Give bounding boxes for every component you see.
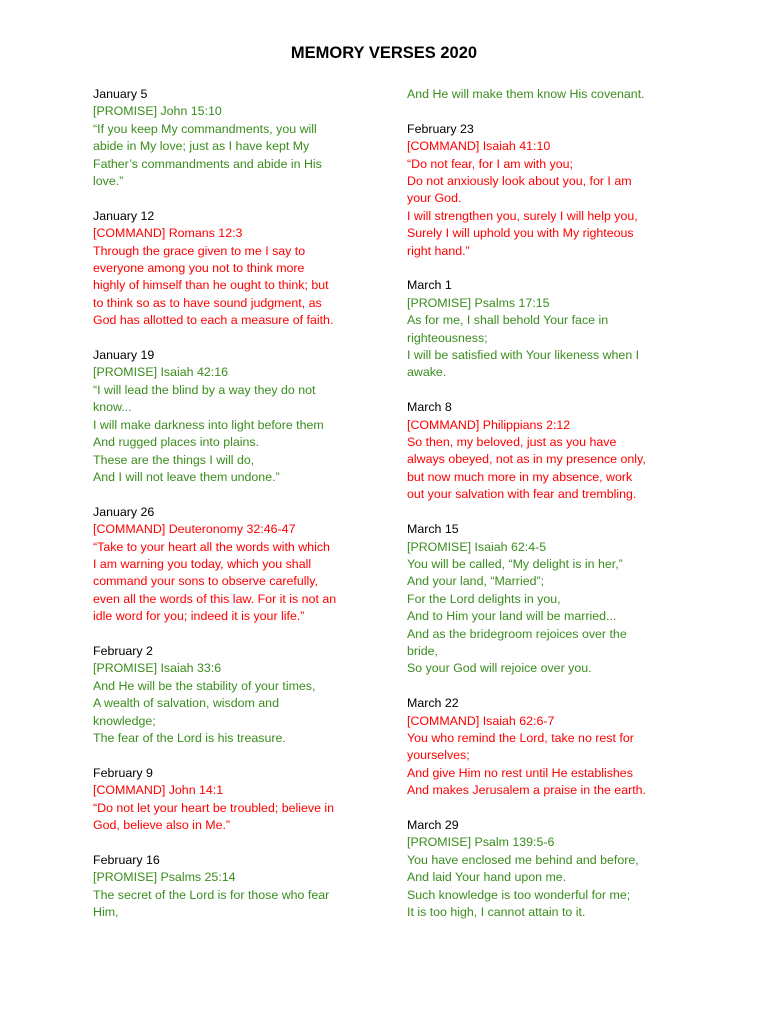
verse-text bbox=[93, 800, 373, 835]
verse-text bbox=[93, 243, 373, 330]
verse-reference: [PROMISE] Isaiah 42:16 bbox=[93, 365, 228, 380]
verse-line: And give Him no rest until He establishes bbox=[407, 765, 633, 780]
verse-text bbox=[93, 121, 373, 191]
verse-entry bbox=[93, 504, 373, 626]
verse-line: Such knowledge is too wonderful for me; bbox=[407, 887, 631, 902]
verse-line: And as the bridegroom rejoices over the bbox=[407, 626, 627, 641]
verse-line: For the Lord delights in you, bbox=[407, 591, 561, 606]
verse-line: A wealth of salvation, wisdom and bbox=[93, 696, 279, 711]
verse-line: These are the things I will do, bbox=[93, 452, 255, 467]
verse-line: I will strengthen you, surely I will help you, bbox=[407, 208, 638, 223]
verse-entry bbox=[407, 277, 687, 381]
verse-line: And rugged places into plains. bbox=[93, 435, 260, 450]
verse-reference: [PROMISE] Isaiah 33:6 bbox=[93, 661, 222, 676]
verse-date: March 29 bbox=[407, 817, 459, 832]
verse-entry bbox=[93, 347, 373, 486]
verse-reference: [PROMISE] Isaiah 62:4-5 bbox=[407, 539, 547, 554]
verse-date: February 23 bbox=[407, 121, 474, 136]
verse-line: even all the words of this law. For it is not an bbox=[93, 591, 337, 606]
verse-text bbox=[93, 678, 373, 748]
verse-line: righteousness; bbox=[407, 330, 488, 345]
verse-line: And He will make them know His covenant. bbox=[407, 87, 645, 101]
verse-reference: [PROMISE] Psalms 25:14 bbox=[93, 870, 236, 885]
verse-line: knowledge; bbox=[93, 713, 156, 728]
verse-line: “I will lead the blind by a way they do not bbox=[93, 382, 316, 397]
verse-line: You have enclosed me behind and before, bbox=[407, 852, 639, 867]
verse-line: right hand.” bbox=[407, 243, 470, 258]
verse-line: So then, my beloved, just as you have bbox=[407, 435, 617, 450]
verse-line: As for me, I shall behold Your face in bbox=[407, 313, 609, 328]
verse-entry bbox=[407, 121, 687, 260]
verse-entry bbox=[407, 521, 687, 678]
verse-entry bbox=[407, 817, 687, 921]
verse-line: Through the grace given to me I say to bbox=[93, 243, 306, 258]
verse-line: awake. bbox=[407, 365, 447, 380]
verse-line: your God. bbox=[407, 191, 462, 206]
right-column bbox=[407, 86, 687, 939]
verse-line: You will be called, “My delight is in her,” bbox=[407, 556, 623, 571]
verse-line: Surely I will uphold you with My righteous bbox=[407, 226, 634, 241]
verse-line: everyone among you not to think more bbox=[93, 261, 305, 276]
verse-line: The fear of the Lord is his treasure. bbox=[93, 730, 286, 745]
verse-line: It is too high, I cannot attain to it. bbox=[407, 905, 586, 919]
verse-line: And He will be the stability of your times, bbox=[93, 678, 316, 693]
verse-line: to think so as to have sound judgment, as bbox=[93, 295, 322, 310]
verse-line: “Do not let your heart be troubled; believe in bbox=[93, 800, 335, 815]
verse-reference: [PROMISE] Psalm 139:5-6 bbox=[407, 835, 555, 850]
verse-reference: [COMMAND] Isaiah 62:6-7 bbox=[407, 713, 555, 728]
verse-text bbox=[407, 730, 687, 800]
verse-reference: [COMMAND] Isaiah 41:10 bbox=[407, 139, 551, 154]
verse-date: March 22 bbox=[407, 696, 459, 711]
verse-line: abide in My love; just as I have kept My bbox=[93, 139, 310, 154]
verse-date: January 12 bbox=[93, 208, 155, 223]
verse-line: You who remind the Lord, take no rest for bbox=[407, 730, 634, 745]
verse-entry bbox=[407, 399, 687, 503]
verse-line: Do not anxiously look about you, for I am bbox=[407, 174, 632, 189]
verse-date: January 19 bbox=[93, 348, 155, 363]
verse-entry bbox=[407, 86, 687, 103]
verse-text bbox=[93, 539, 373, 626]
verse-line: I am warning you today, which you shall bbox=[93, 556, 312, 571]
verse-line: yourselves; bbox=[407, 748, 470, 763]
verse-line: And laid Your hand upon me. bbox=[407, 870, 567, 885]
verse-line: idle word for you; indeed it is your life.” bbox=[93, 609, 305, 624]
verse-line: God has allotted to each a measure of faith. bbox=[93, 313, 334, 328]
verse-text bbox=[407, 434, 687, 504]
verse-line: always obeyed, not as in my presence only, bbox=[407, 452, 646, 467]
left-column bbox=[93, 86, 373, 939]
verse-entry bbox=[93, 765, 373, 835]
verse-date: February 16 bbox=[93, 852, 160, 867]
verse-line: And your land, “Married”; bbox=[407, 574, 545, 589]
verse-date: March 15 bbox=[407, 522, 459, 537]
verse-entry bbox=[93, 208, 373, 330]
verse-date: March 1 bbox=[407, 278, 452, 293]
verse-line: Father’s commandments and abide in His bbox=[93, 156, 322, 171]
verse-line: bride, bbox=[407, 643, 438, 658]
verse-line: command your sons to observe carefully, bbox=[93, 574, 318, 589]
page-title: MEMORY VERSES 2020 bbox=[290, 44, 478, 62]
verse-reference: [COMMAND] Romans 12:3 bbox=[93, 226, 243, 241]
verse-entry bbox=[93, 643, 373, 747]
verse-line: The secret of the Lord is for those who fear bbox=[93, 887, 330, 902]
verse-entry bbox=[407, 695, 687, 799]
verse-line: “Do not fear, for I am with you; bbox=[407, 156, 573, 171]
verse-line: God, believe also in Me.” bbox=[93, 817, 231, 832]
verse-line: “Take to your heart all the words with which bbox=[93, 539, 330, 554]
verse-line: but now much more in my absence, work bbox=[407, 469, 633, 484]
verse-reference: [COMMAND] John 14:1 bbox=[93, 783, 224, 798]
verse-date: February 2 bbox=[93, 643, 153, 658]
verse-reference: [PROMISE] Psalms 17:15 bbox=[407, 295, 550, 310]
verse-line: “If you keep My commandments, you will bbox=[93, 121, 317, 136]
verse-line: And to Him your land will be married... bbox=[407, 609, 617, 624]
verse-line: I will make darkness into light before them bbox=[93, 417, 324, 432]
verse-reference: [COMMAND] Deuteronomy 32:46-47 bbox=[93, 522, 296, 537]
verse-line: I will be satisfied with Your likeness when I bbox=[407, 348, 640, 363]
verse-line: And I will not leave them undone.” bbox=[93, 469, 280, 484]
verse-line: And makes Jerusalem a praise in the earth. bbox=[407, 783, 646, 798]
verse-text bbox=[407, 156, 687, 260]
verse-text bbox=[407, 852, 687, 922]
verse-text bbox=[407, 312, 687, 382]
verse-reference: [PROMISE] John 15:10 bbox=[93, 104, 222, 119]
verse-line: So your God will rejoice over you. bbox=[407, 661, 592, 676]
verse-date: February 9 bbox=[93, 765, 153, 780]
verse-line: highly of himself than he ought to think; but bbox=[93, 278, 329, 293]
verse-date: March 8 bbox=[407, 400, 452, 415]
verse-reference: [COMMAND] Philippians 2:12 bbox=[407, 417, 571, 432]
verse-line: Him, bbox=[93, 905, 119, 919]
verse-entry bbox=[93, 852, 373, 922]
verse-text bbox=[407, 86, 687, 103]
verse-date: January 5 bbox=[93, 87, 148, 101]
verse-line: out your salvation with fear and trembling. bbox=[407, 487, 637, 502]
verse-text bbox=[93, 382, 373, 486]
verse-text bbox=[93, 887, 373, 922]
verse-line: love.” bbox=[93, 174, 124, 189]
verse-text bbox=[407, 556, 687, 678]
verse-line: know... bbox=[93, 400, 132, 415]
verse-entry bbox=[93, 86, 373, 190]
verse-date: January 26 bbox=[93, 504, 155, 519]
